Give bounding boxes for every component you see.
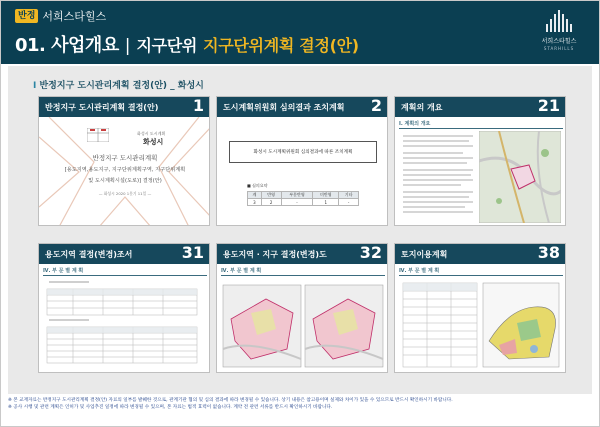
card-page-number: 38 <box>537 243 560 262</box>
brand-logo <box>537 10 581 54</box>
table-cell: - <box>339 199 359 206</box>
section-title <box>33 78 204 91</box>
doc-title: 화성시 도시계획위원회 심의결과에 따른 조치계획 <box>253 150 353 155</box>
text-line <box>403 196 469 198</box>
title-sub-2: 지구단위계획 결정(안) <box>203 36 359 55</box>
text-line <box>403 157 473 159</box>
card-header <box>217 97 387 117</box>
card-preview <box>39 264 209 373</box>
text-line <box>403 169 473 171</box>
title-main: 01. 사업개요 <box>15 35 119 56</box>
text-line <box>403 206 465 208</box>
zoning-table-preview <box>43 279 207 371</box>
preview-heading: Ⅳ. 부 문 별 계 획 <box>43 268 84 274</box>
footer-note-2: ※ 공사 시행 및 관련 계획은 인허가 및 사업추진 일정에 따라 변경될 수 있으며, 본 자료는 법적 효력이 없습니다. 계약 전 관련 서류를 반드시 확인하시기 바랍니다. <box>8 405 333 410</box>
footer-notes <box>8 397 594 411</box>
preview-heading: Ⅳ. 부 문 별 계 획 <box>399 268 440 274</box>
section-title-text: 반정지구 도시관리계획 결정(안) _ 화성시 <box>39 81 204 91</box>
doc-line-2: [용도지역,용도지구, 지구단위계획구역, 지구단위계획 <box>64 167 186 173</box>
card-plan-decision[interactable] <box>38 96 210 226</box>
card-page-number: 2 <box>370 96 382 115</box>
card-page-number: 1 <box>192 96 204 115</box>
table-cell: - <box>281 199 313 206</box>
title-separator: | <box>124 36 131 56</box>
doc-title: 반정지구 도시관리계획 <box>92 154 158 162</box>
heading-rule <box>43 275 207 276</box>
card-preview <box>39 117 209 226</box>
text-line <box>403 174 471 176</box>
summary-table <box>247 191 359 206</box>
preview-heading: Ⅳ. 부 문 별 계 획 <box>221 268 262 274</box>
preview-heading: Ⅰ. 계획의 개요 <box>399 121 431 127</box>
card-preview <box>217 117 387 226</box>
card-header <box>217 244 387 264</box>
card-header <box>39 97 209 117</box>
doc-date: — 화성시 2020 1분기 11일 — <box>98 191 152 196</box>
table-header-cell: 기타 <box>339 192 359 199</box>
table-cell: 1 <box>313 199 339 206</box>
card-header <box>395 97 565 117</box>
heading-rule <box>221 275 385 276</box>
card-title: 계획의 개요 <box>401 102 443 112</box>
text-line <box>403 179 473 181</box>
logo-mark-icon <box>546 10 572 32</box>
text-line <box>403 145 473 147</box>
doc-line-3: 및 도시계획시설(도로)] 결정(안) <box>88 178 162 184</box>
card-page-number: 21 <box>537 96 560 115</box>
brand-name: 서희스타힐스 <box>42 9 107 23</box>
card-plan-overview[interactable] <box>394 96 566 226</box>
card-zoning-table[interactable] <box>38 243 210 373</box>
text-line <box>403 191 473 193</box>
text-line <box>403 201 473 203</box>
text-line <box>403 211 473 213</box>
card-title: 용도지역 · 지구 결정(변경)도 <box>223 249 327 259</box>
card-title: 용도지역 결정(변경)조서 <box>45 249 133 259</box>
brand-row <box>15 9 106 23</box>
card-preview <box>217 264 387 373</box>
table-cell: 3 <box>248 199 262 206</box>
card-header <box>39 244 209 264</box>
location-map-icon <box>479 131 561 223</box>
heading-rule <box>399 275 563 276</box>
card-title: 반정지구 도시관리계획 결정(안) <box>45 102 159 112</box>
logo-subtext: STARHILLS <box>543 46 575 51</box>
card-preview <box>395 264 565 373</box>
card-land-use-plan[interactable] <box>394 243 566 373</box>
text-line <box>403 140 469 142</box>
footer-note-1: ※ 본 교재자료는 반정지구 도시관리계획 결정(안) 자료의 일부를 발췌한 것으로, 관계기관 협의 및 심의 결과에 따라 변경될 수 있습니다. 상기 내용은 참고용이며 실제와 차이가 있을 수 있으므로 반드시 확인하시기 바랍니다. <box>8 398 453 403</box>
table-cell: 2 <box>261 199 281 206</box>
header <box>1 1 599 64</box>
title-sub-1: 지구단위 <box>136 36 198 55</box>
land-use-preview <box>399 279 563 371</box>
table-header-cell: 미반영 <box>313 192 339 199</box>
text-line <box>403 162 467 164</box>
card-header <box>395 244 565 264</box>
section-bar-icon: I <box>33 81 40 91</box>
stamp-table <box>87 127 109 141</box>
card-preview <box>395 117 565 226</box>
summary-label: ■ 심의요약 <box>247 183 268 188</box>
text-line <box>403 184 461 186</box>
brand-badge: 반정 <box>15 9 38 23</box>
page-title <box>15 31 359 57</box>
card-zoning-map[interactable] <box>216 243 388 373</box>
card-page-number: 31 <box>181 243 204 262</box>
card-committee-result[interactable] <box>216 96 388 226</box>
table-header-cell: 부분반영 <box>281 192 313 199</box>
card-page-number: 32 <box>359 243 382 262</box>
heading-rule <box>399 128 563 129</box>
doc-title-box <box>229 141 377 163</box>
text-line <box>403 152 463 154</box>
seal-caption: 화성시 도시계획 <box>137 131 166 136</box>
doc-city: 화성시 <box>143 138 164 146</box>
table-header-cell: 반영 <box>261 192 281 199</box>
logo-text: 서희스타힐스 <box>541 38 577 45</box>
table-header-cell: 계 <box>248 192 262 199</box>
zoning-map-preview <box>221 279 385 371</box>
text-line <box>403 135 473 137</box>
card-title: 토지이용계획 <box>401 249 448 259</box>
card-title: 도시계획위원회 심의결과 조치계획 <box>223 102 345 112</box>
